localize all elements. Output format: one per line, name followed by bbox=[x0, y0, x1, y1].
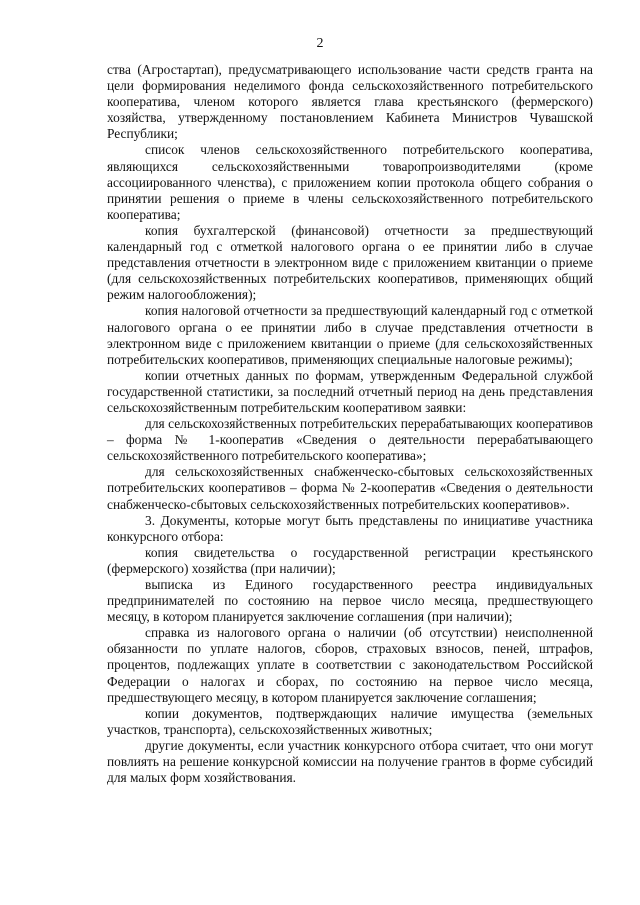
section-paragraph: 3. Документы, которые могут быть представлены по инициативе участника конкурсного отбора: bbox=[107, 512, 593, 544]
paragraph: список членов сельскохозяйственного потребительского кооператива, являющихся сельскохозяйственными товаропроизводителями (кроме ассоциированного членства), с приложением копии протокола общего собрания о принятии решения о приеме в члены сельскохозяйственного потребительского кооператива; bbox=[107, 142, 593, 222]
paragraph: ства (Агростартап), предусматривающего использование части средств гранта на цели формирования неделимого фонда сельскохозяйственного потребительского кооператива, членом которого является глава крестьянского (фермерского) хозяйства, утвержденному постановлением Кабинета Министров Чувашской Республики; bbox=[107, 62, 593, 142]
paragraph: копия налоговой отчетности за предшествующий календарный год с отметкой налогового органа о ее принятии либо в случае представления отчетности в электронном виде с приложением квитанции о приеме (для сельскохозяйственных потребительских кооперативов, применяющих специальные налоговые режимы); bbox=[107, 303, 593, 367]
paragraph: копии отчетных данных по формам, утвержденным Федеральной службой государственной статистики, за последний отчетный период на день представления сельскохозяйственным потребительским кооперативом заявки: bbox=[107, 367, 593, 415]
paragraph: для сельскохозяйственных снабженческо-сбытовых сельскохозяйственных потребительских кооперативов – форма № 2-кооператив «Сведения о деятельности снабженческо-сбытовых сельскохозяйственных потребительских кооперативов». bbox=[107, 464, 593, 512]
paragraph: другие документы, если участник конкурсного отбора считает, что они могут повлиять на решение конкурсной комиссии на получение грантов в форме субсидий для малых форм хозяйствования. bbox=[107, 737, 593, 786]
paragraph: справка из налогового органа о наличии (об отсутствии) неисполненной обязанности по уплате налогов, сборов, страховых взносов, пеней, штрафов, процентов, подлежащих уплате в соответствии с законодательством Российской Федерации о налогах и сборах, по состоянию на первое число месяца, предшествующего месяцу, в котором планируется заключение соглашения; bbox=[107, 625, 593, 705]
paragraph: выписка из Единого государственного реестра индивидуальных предпринимателей по состоянию на первое число месяца, предшествующего месяцу, в котором планируется заключение соглашения (при наличии); bbox=[107, 577, 593, 625]
paragraph: копия бухгалтерской (финансовой) отчетности за предшествующий календарный год с отметкой налогового органа о ее принятии либо в случае представления отчетности в электронном виде с приложением квитанции о приеме (для сельскохозяйственных потребительских кооперативов, применяющих общий режим налогообложения); bbox=[107, 222, 593, 303]
document-body bbox=[107, 62, 593, 786]
paragraph: копии документов, подтверждающих наличие имущества (земельных участков, транспорта), сельскохозяйственных животных; bbox=[107, 705, 593, 737]
paragraph: копия свидетельства о государственной регистрации крестьянского (фермерского) хозяйства (при наличии); bbox=[107, 544, 593, 576]
paragraph: для сельскохозяйственных потребительских перерабатывающих кооперативов – форма № 1-кооператив «Сведения о деятельности перерабатывающего сельскохозяйственного потребительского кооператива»; bbox=[107, 416, 593, 464]
page-number: 2 bbox=[316, 36, 324, 51]
